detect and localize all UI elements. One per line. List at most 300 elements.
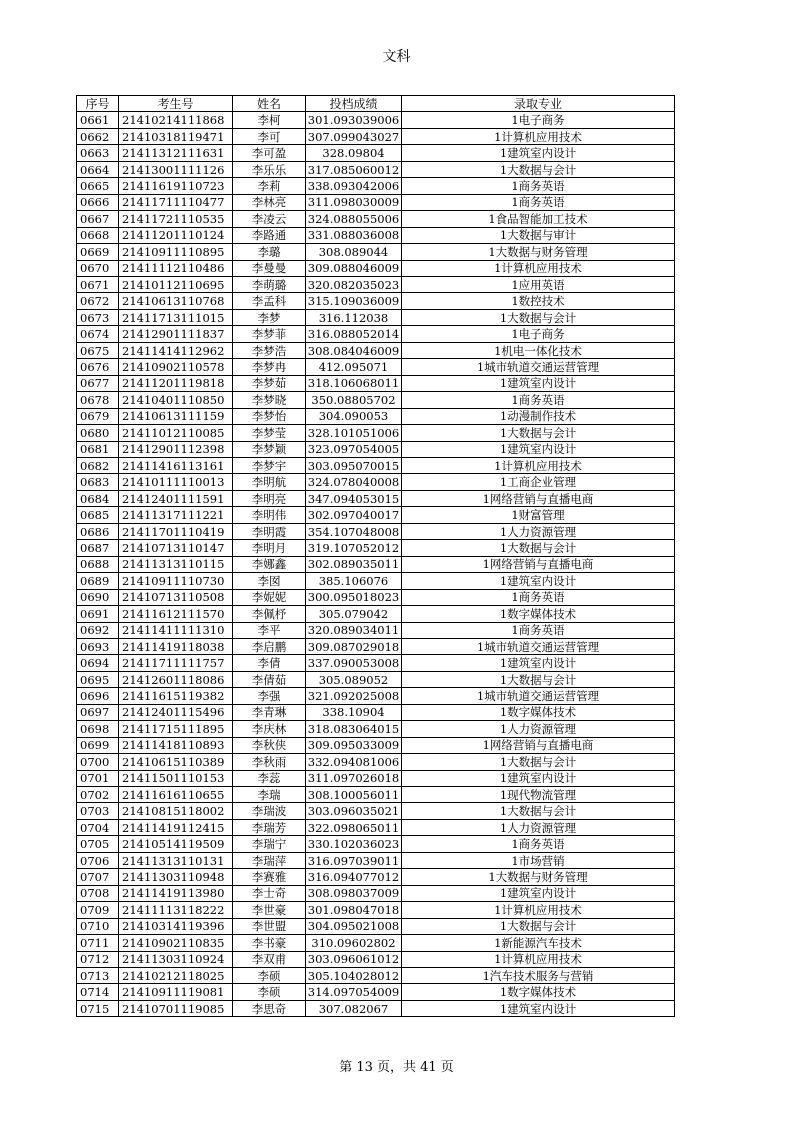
seq-cell: 0685 <box>77 507 119 523</box>
score-cell: 300.095018023 <box>306 589 402 605</box>
exam-id-cell: 21413001111126 <box>119 161 233 177</box>
seq-cell: 0691 <box>77 606 119 622</box>
name-cell: 李萌璐 <box>233 276 306 292</box>
name-cell: 李明航 <box>233 474 306 490</box>
major-cell: 1数字媒体技术 <box>402 984 675 1000</box>
score-cell: 330.102036023 <box>306 836 402 852</box>
exam-id-cell: 21411419113980 <box>119 885 233 901</box>
major-cell: 1建筑室内设计 <box>402 145 675 161</box>
name-cell: 李硕 <box>233 984 306 1000</box>
exam-id-cell: 21411303110948 <box>119 869 233 885</box>
score-cell: 302.089035011 <box>306 556 402 572</box>
major-cell: 1城市轨道交通运营管理 <box>402 688 675 704</box>
major-cell: 1人力资源管理 <box>402 819 675 835</box>
seq-cell: 0663 <box>77 145 119 161</box>
table-row <box>77 425 675 441</box>
seq-cell: 0711 <box>77 935 119 951</box>
name-cell: 李启鹏 <box>233 638 306 654</box>
table-row <box>77 1000 675 1016</box>
table-row <box>77 606 675 622</box>
score-cell: 304.095021008 <box>306 918 402 934</box>
exam-id-cell: 21411616110655 <box>119 787 233 803</box>
table-row <box>77 688 675 704</box>
major-cell: 1财富管理 <box>402 507 675 523</box>
score-cell: 305.079042 <box>306 606 402 622</box>
seq-cell: 0702 <box>77 787 119 803</box>
major-cell: 1建筑室内设计 <box>402 770 675 786</box>
seq-cell: 0697 <box>77 704 119 720</box>
name-cell: 李瑞芳 <box>233 819 306 835</box>
exam-id-cell: 21412901112398 <box>119 441 233 457</box>
major-cell: 1大数据与会计 <box>402 918 675 934</box>
name-cell: 李双甫 <box>233 951 306 967</box>
major-cell: 1现代物流管理 <box>402 787 675 803</box>
exam-id-cell: 21410112110695 <box>119 276 233 292</box>
major-cell: 1商务英语 <box>402 178 675 194</box>
exam-id-cell: 21411012110085 <box>119 425 233 441</box>
seq-cell: 0664 <box>77 161 119 177</box>
table-row <box>77 359 675 375</box>
major-cell: 1大数据与会计 <box>402 754 675 770</box>
exam-id-cell: 21411501110153 <box>119 770 233 786</box>
table-row <box>77 309 675 325</box>
name-cell: 李秋侠 <box>233 737 306 753</box>
name-cell: 李强 <box>233 688 306 704</box>
seq-cell: 0661 <box>77 112 119 128</box>
major-cell: 1城市轨道交通运营管理 <box>402 638 675 654</box>
name-cell: 李璐 <box>233 244 306 260</box>
name-cell: 李梦浩 <box>233 342 306 358</box>
table-row <box>77 770 675 786</box>
score-cell: 316.112038 <box>306 309 402 325</box>
score-cell: 331.088036008 <box>306 227 402 243</box>
exam-id-cell: 21411419118038 <box>119 638 233 654</box>
score-cell: 309.088046009 <box>306 260 402 276</box>
table-row <box>77 161 675 177</box>
table-row <box>77 244 675 260</box>
major-cell: 1工商企业管理 <box>402 474 675 490</box>
name-cell: 李书豪 <box>233 935 306 951</box>
name-cell: 李梦莹 <box>233 425 306 441</box>
header-score: 投档成绩 <box>306 96 402 112</box>
table-row <box>77 293 675 309</box>
seq-cell: 0715 <box>77 1000 119 1016</box>
exam-id-cell: 21410911110895 <box>119 244 233 260</box>
major-cell: 1大数据与会计 <box>402 309 675 325</box>
table-row <box>77 655 675 671</box>
score-cell: 318.083064015 <box>306 721 402 737</box>
exam-id-cell: 21410815118002 <box>119 803 233 819</box>
seq-cell: 0688 <box>77 556 119 572</box>
exam-id-cell: 21411201119818 <box>119 375 233 391</box>
major-cell: 1建筑室内设计 <box>402 655 675 671</box>
major-cell: 1建筑室内设计 <box>402 375 675 391</box>
table-row <box>77 441 675 457</box>
exam-id-cell: 21410514119509 <box>119 836 233 852</box>
seq-cell: 0708 <box>77 885 119 901</box>
score-cell: 317.085060012 <box>306 161 402 177</box>
score-cell: 323.097054005 <box>306 441 402 457</box>
table-row <box>77 968 675 984</box>
major-cell: 1动漫制作技术 <box>402 408 675 424</box>
table-row <box>77 819 675 835</box>
table-row <box>77 276 675 292</box>
name-cell: 李平 <box>233 622 306 638</box>
name-cell: 李倩茹 <box>233 671 306 687</box>
score-cell: 303.096061012 <box>306 951 402 967</box>
table-row <box>77 145 675 161</box>
seq-cell: 0673 <box>77 309 119 325</box>
header-name: 姓名 <box>233 96 306 112</box>
name-cell: 李秋雨 <box>233 754 306 770</box>
major-cell: 1大数据与财务管理 <box>402 244 675 260</box>
exam-id-cell: 21411418110893 <box>119 737 233 753</box>
seq-cell: 0696 <box>77 688 119 704</box>
score-cell: 316.088052014 <box>306 326 402 342</box>
name-cell: 李思奇 <box>233 1000 306 1016</box>
name-cell: 李可 <box>233 128 306 144</box>
score-cell: 308.089044 <box>306 244 402 260</box>
name-cell: 李梦怡 <box>233 408 306 424</box>
major-cell: 1大数据与会计 <box>402 671 675 687</box>
table-row <box>77 342 675 358</box>
name-cell: 李柯 <box>233 112 306 128</box>
exam-id-cell: 21411411111310 <box>119 622 233 638</box>
seq-cell: 0684 <box>77 490 119 506</box>
score-cell: 301.093039006 <box>306 112 402 128</box>
score-cell: 303.096035021 <box>306 803 402 819</box>
exam-id-cell: 21410902110578 <box>119 359 233 375</box>
name-cell: 李瑞波 <box>233 803 306 819</box>
seq-cell: 0665 <box>77 178 119 194</box>
exam-id-cell: 21411711111757 <box>119 655 233 671</box>
seq-cell: 0687 <box>77 540 119 556</box>
table-row <box>77 935 675 951</box>
score-cell: 328.101051006 <box>306 425 402 441</box>
seq-cell: 0710 <box>77 918 119 934</box>
seq-cell: 0698 <box>77 721 119 737</box>
seq-cell: 0683 <box>77 474 119 490</box>
score-cell: 308.084046009 <box>306 342 402 358</box>
score-cell: 307.099043027 <box>306 128 402 144</box>
exam-id-cell: 21411612111570 <box>119 606 233 622</box>
seq-cell: 0714 <box>77 984 119 1000</box>
name-cell: 李梦颖 <box>233 441 306 457</box>
major-cell: 1计算机应用技术 <box>402 902 675 918</box>
name-cell: 李囡 <box>233 573 306 589</box>
table-row <box>77 787 675 803</box>
name-cell: 李瑞萍 <box>233 852 306 868</box>
table-row <box>77 638 675 654</box>
score-cell: 303.095070015 <box>306 457 402 473</box>
name-cell: 李曼曼 <box>233 260 306 276</box>
seq-cell: 0677 <box>77 375 119 391</box>
exam-id-cell: 21410902110835 <box>119 935 233 951</box>
exam-id-cell: 21410401110850 <box>119 392 233 408</box>
table-row <box>77 392 675 408</box>
score-cell: 338.10904 <box>306 704 402 720</box>
score-cell: 310.09602802 <box>306 935 402 951</box>
exam-id-cell: 21411313110115 <box>119 556 233 572</box>
table-row <box>77 737 675 753</box>
major-cell: 1数控技术 <box>402 293 675 309</box>
major-cell: 1大数据与会计 <box>402 425 675 441</box>
seq-cell: 0692 <box>77 622 119 638</box>
name-cell: 李梦晓 <box>233 392 306 408</box>
major-cell: 1应用英语 <box>402 276 675 292</box>
major-cell: 1数字媒体技术 <box>402 704 675 720</box>
major-cell: 1计算机应用技术 <box>402 951 675 967</box>
score-cell: 304.090053 <box>306 408 402 424</box>
name-cell: 李青琳 <box>233 704 306 720</box>
exam-id-cell: 21410111110013 <box>119 474 233 490</box>
table-row <box>77 457 675 473</box>
exam-id-cell: 21410713110508 <box>119 589 233 605</box>
major-cell: 1食品智能加工技术 <box>402 211 675 227</box>
score-cell: 307.082067 <box>306 1000 402 1016</box>
seq-cell: 0709 <box>77 902 119 918</box>
exam-id-cell: 21411701110419 <box>119 523 233 539</box>
major-cell: 1电子商务 <box>402 326 675 342</box>
score-cell: 309.095033009 <box>306 737 402 753</box>
major-cell: 1商务英语 <box>402 194 675 210</box>
exam-id-cell: 21411419112415 <box>119 819 233 835</box>
seq-cell: 0674 <box>77 326 119 342</box>
name-cell: 李莉 <box>233 178 306 194</box>
score-cell: 316.094077012 <box>306 869 402 885</box>
major-cell: 1新能源汽车技术 <box>402 935 675 951</box>
score-cell: 305.089052 <box>306 671 402 687</box>
score-cell: 322.098065011 <box>306 819 402 835</box>
name-cell: 李倩 <box>233 655 306 671</box>
seq-cell: 0690 <box>77 589 119 605</box>
exam-id-cell: 21410911110730 <box>119 573 233 589</box>
table-row <box>77 128 675 144</box>
score-cell: 385.106076 <box>306 573 402 589</box>
table-header-row <box>77 96 675 112</box>
table-row <box>77 573 675 589</box>
major-cell: 1人力资源管理 <box>402 523 675 539</box>
exam-id-cell: 21411312111631 <box>119 145 233 161</box>
seq-cell: 0670 <box>77 260 119 276</box>
name-cell: 李明亮 <box>233 490 306 506</box>
score-cell: 311.097026018 <box>306 770 402 786</box>
table-row <box>77 622 675 638</box>
exam-id-cell: 21411303110924 <box>119 951 233 967</box>
exam-id-cell: 21411711110477 <box>119 194 233 210</box>
name-cell: 李梦 <box>233 309 306 325</box>
score-cell: 337.090053008 <box>306 655 402 671</box>
table-row <box>77 704 675 720</box>
name-cell: 李孟科 <box>233 293 306 309</box>
exam-id-cell: 21411201110124 <box>119 227 233 243</box>
table-row <box>77 556 675 572</box>
major-cell: 1建筑室内设计 <box>402 1000 675 1016</box>
major-cell: 1计算机应用技术 <box>402 260 675 276</box>
major-cell: 1人力资源管理 <box>402 721 675 737</box>
score-cell: 301.098047018 <box>306 902 402 918</box>
seq-cell: 0675 <box>77 342 119 358</box>
score-cell: 309.087029018 <box>306 638 402 654</box>
exam-id-cell: 21411416113161 <box>119 457 233 473</box>
seq-cell: 0672 <box>77 293 119 309</box>
table-row <box>77 326 675 342</box>
table-row <box>77 227 675 243</box>
score-cell: 338.093042006 <box>306 178 402 194</box>
major-cell: 1大数据与财务管理 <box>402 869 675 885</box>
name-cell: 李佩杼 <box>233 606 306 622</box>
major-cell: 1计算机应用技术 <box>402 457 675 473</box>
score-cell: 314.097054009 <box>306 984 402 1000</box>
major-cell: 1网络营销与直播电商 <box>402 737 675 753</box>
exam-id-cell: 21412901111837 <box>119 326 233 342</box>
exam-id-cell: 21412601118086 <box>119 671 233 687</box>
exam-id-cell: 21410613110768 <box>119 293 233 309</box>
table-row <box>77 754 675 770</box>
table-row <box>77 951 675 967</box>
score-cell: 350.08805702 <box>306 392 402 408</box>
table-row <box>77 408 675 424</box>
seq-cell: 0679 <box>77 408 119 424</box>
table-row <box>77 721 675 737</box>
name-cell: 李硕 <box>233 968 306 984</box>
table-body <box>77 112 675 1017</box>
major-cell: 1数字媒体技术 <box>402 606 675 622</box>
table-row <box>77 523 675 539</box>
header-seq: 序号 <box>77 96 119 112</box>
major-cell: 1市场营销 <box>402 852 675 868</box>
seq-cell: 0700 <box>77 754 119 770</box>
exam-id-cell: 21412401111591 <box>119 490 233 506</box>
seq-cell: 0680 <box>77 425 119 441</box>
header-exam-id: 考生号 <box>119 96 233 112</box>
exam-id-cell: 21410615110389 <box>119 754 233 770</box>
seq-cell: 0712 <box>77 951 119 967</box>
score-cell: 332.094081006 <box>306 754 402 770</box>
seq-cell: 0682 <box>77 457 119 473</box>
table-row <box>77 984 675 1000</box>
major-cell: 1计算机应用技术 <box>402 128 675 144</box>
name-cell: 李庆林 <box>233 721 306 737</box>
exam-id-cell: 21410318119471 <box>119 128 233 144</box>
score-cell: 308.100056011 <box>306 787 402 803</box>
name-cell: 李梦茹 <box>233 375 306 391</box>
name-cell: 李明霞 <box>233 523 306 539</box>
exam-id-cell: 21411721110535 <box>119 211 233 227</box>
name-cell: 李梦菲 <box>233 326 306 342</box>
seq-cell: 0706 <box>77 852 119 868</box>
table-row <box>77 902 675 918</box>
seq-cell: 0668 <box>77 227 119 243</box>
exam-id-cell: 21410314119396 <box>119 918 233 934</box>
seq-cell: 0701 <box>77 770 119 786</box>
name-cell: 李世豪 <box>233 902 306 918</box>
major-cell: 1网络营销与直播电商 <box>402 556 675 572</box>
major-cell: 1建筑室内设计 <box>402 573 675 589</box>
seq-cell: 0671 <box>77 276 119 292</box>
name-cell: 李赛雅 <box>233 869 306 885</box>
exam-id-cell: 21411313110131 <box>119 852 233 868</box>
admission-table <box>76 95 675 1017</box>
seq-cell: 0678 <box>77 392 119 408</box>
major-cell: 1汽车技术服务与营销 <box>402 968 675 984</box>
score-cell: 308.098037009 <box>306 885 402 901</box>
name-cell: 李可盈 <box>233 145 306 161</box>
table-row <box>77 589 675 605</box>
major-cell: 1商务英语 <box>402 836 675 852</box>
table-row <box>77 836 675 852</box>
name-cell: 李娜鑫 <box>233 556 306 572</box>
score-cell: 320.082035023 <box>306 276 402 292</box>
major-cell: 1建筑室内设计 <box>402 441 675 457</box>
exam-id-cell: 21411112110486 <box>119 260 233 276</box>
table-row <box>77 885 675 901</box>
major-cell: 1城市轨道交通运营管理 <box>402 359 675 375</box>
table-row <box>77 803 675 819</box>
exam-id-cell: 21411713111015 <box>119 309 233 325</box>
name-cell: 李乐乐 <box>233 161 306 177</box>
major-cell: 1网络营销与直播电商 <box>402 490 675 506</box>
exam-id-cell: 21411317111221 <box>119 507 233 523</box>
score-cell: 354.107048008 <box>306 523 402 539</box>
table-row <box>77 918 675 934</box>
major-cell: 1机电一体化技术 <box>402 342 675 358</box>
exam-id-cell: 21410212118025 <box>119 968 233 984</box>
seq-cell: 0681 <box>77 441 119 457</box>
table-row <box>77 178 675 194</box>
table-row <box>77 194 675 210</box>
seq-cell: 0713 <box>77 968 119 984</box>
page-footer: 第 13 页，共 41 页 <box>339 1060 454 1075</box>
seq-cell: 0694 <box>77 655 119 671</box>
score-cell: 324.078040008 <box>306 474 402 490</box>
exam-id-cell: 21411615119382 <box>119 688 233 704</box>
exam-id-cell: 21411715111895 <box>119 721 233 737</box>
score-cell: 320.089034011 <box>306 622 402 638</box>
seq-cell: 0669 <box>77 244 119 260</box>
name-cell: 李梦宇 <box>233 457 306 473</box>
exam-id-cell: 21412401115496 <box>119 704 233 720</box>
exam-id-cell: 21411414112962 <box>119 342 233 358</box>
major-cell: 1大数据与会计 <box>402 540 675 556</box>
name-cell: 李蕊 <box>233 770 306 786</box>
name-cell: 李路通 <box>233 227 306 243</box>
seq-cell: 0707 <box>77 869 119 885</box>
table-row <box>77 375 675 391</box>
seq-cell: 0676 <box>77 359 119 375</box>
score-cell: 321.092025008 <box>306 688 402 704</box>
major-cell: 1大数据与会计 <box>402 803 675 819</box>
major-cell: 1商务英语 <box>402 589 675 605</box>
seq-cell: 0667 <box>77 211 119 227</box>
seq-cell: 0703 <box>77 803 119 819</box>
name-cell: 李梦冉 <box>233 359 306 375</box>
score-cell: 347.094053015 <box>306 490 402 506</box>
table-row <box>77 507 675 523</box>
major-cell: 1大数据与会计 <box>402 161 675 177</box>
name-cell: 李凌云 <box>233 211 306 227</box>
exam-id-cell: 21410911119081 <box>119 984 233 1000</box>
major-cell: 1电子商务 <box>402 112 675 128</box>
seq-cell: 0695 <box>77 671 119 687</box>
name-cell: 李明伟 <box>233 507 306 523</box>
seq-cell: 0704 <box>77 819 119 835</box>
exam-id-cell: 21410713110147 <box>119 540 233 556</box>
table-row <box>77 540 675 556</box>
score-cell: 305.104028012 <box>306 968 402 984</box>
seq-cell: 0662 <box>77 128 119 144</box>
name-cell: 李明月 <box>233 540 306 556</box>
